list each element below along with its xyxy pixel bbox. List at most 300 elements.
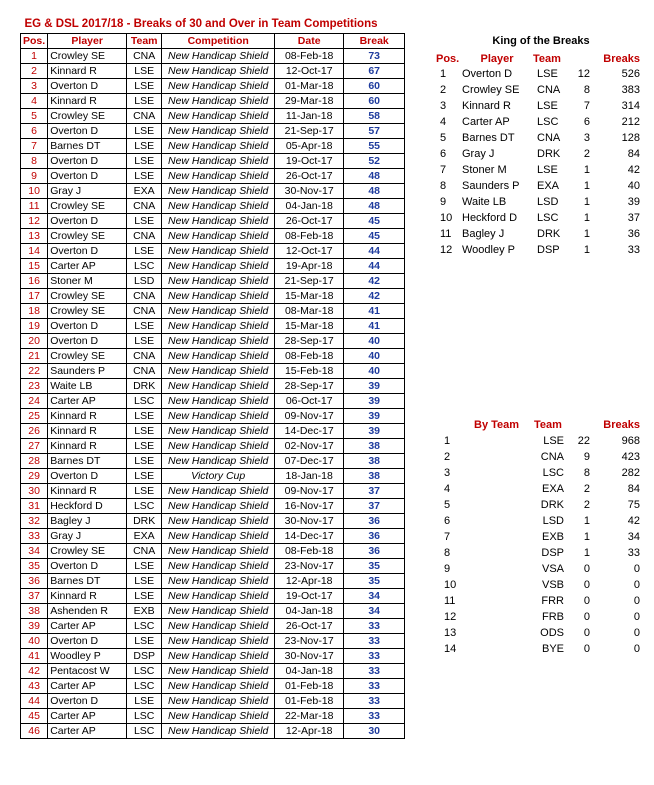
header-pos: Pos.: [21, 34, 48, 49]
table-row: [21, 199, 405, 214]
row-date: 15-Mar-18: [275, 289, 344, 304]
row-date: 30-Nov-17: [275, 514, 344, 529]
team-pos: 12: [444, 611, 457, 623]
row-player: Crowley SE: [48, 199, 127, 214]
row-team: LSE: [127, 484, 162, 499]
row-competition: New Handicap Shield: [162, 289, 275, 304]
team-count: 2: [583, 483, 590, 495]
king-team: LSE: [537, 100, 558, 112]
team-count: 0: [583, 579, 590, 591]
row-team: LSC: [127, 259, 162, 274]
row-pos: 13: [21, 229, 48, 244]
king-breaks: 40: [627, 180, 640, 192]
king-player: Heckford D: [462, 212, 518, 224]
row-pos: 12: [21, 214, 48, 229]
row-competition: New Handicap Shield: [162, 259, 275, 274]
header-competition: Competition: [162, 34, 275, 49]
king-breaks: 212: [621, 116, 640, 128]
king-breaks: 314: [621, 100, 640, 112]
row-break: 36: [344, 544, 405, 559]
row-pos: 1: [21, 49, 48, 64]
row-break: 39: [344, 394, 405, 409]
king-player: Carter AP: [462, 116, 510, 128]
king-count: 6: [583, 116, 590, 128]
row-player: Overton D: [48, 124, 127, 139]
row-date: 12-Apr-18: [275, 724, 344, 739]
row-date: 15-Feb-18: [275, 364, 344, 379]
row-pos: 20: [21, 334, 48, 349]
row-competition: New Handicap Shield: [162, 274, 275, 289]
row-break: 44: [344, 259, 405, 274]
row-date: 23-Nov-17: [275, 559, 344, 574]
row-competition: New Handicap Shield: [162, 649, 275, 664]
row-competition: New Handicap Shield: [162, 109, 275, 124]
row-competition: New Handicap Shield: [162, 514, 275, 529]
table-row: [21, 109, 405, 124]
row-competition: New Handicap Shield: [162, 64, 275, 79]
row-date: 23-Nov-17: [275, 634, 344, 649]
row-competition: New Handicap Shield: [162, 349, 275, 364]
king-header-player: Player: [480, 53, 514, 65]
king-pos: 5: [440, 132, 447, 144]
team-pos: 6: [444, 515, 451, 527]
king-pos: 12: [440, 244, 453, 256]
row-pos: 42: [21, 664, 48, 679]
row-pos: 38: [21, 604, 48, 619]
row-pos: 26: [21, 424, 48, 439]
row-pos: 37: [21, 589, 48, 604]
row-pos: 40: [21, 634, 48, 649]
row-team: CNA: [127, 289, 162, 304]
table-row: [21, 439, 405, 454]
king-breaks: 37: [627, 212, 640, 224]
king-count: 3: [583, 132, 590, 144]
row-player: Kinnard R: [48, 64, 127, 79]
row-team: LSE: [127, 154, 162, 169]
king-count: 1: [583, 180, 590, 192]
row-break: 48: [344, 169, 405, 184]
row-pos: 33: [21, 529, 48, 544]
row-pos: 39: [21, 619, 48, 634]
row-player: Carter AP: [48, 679, 127, 694]
team-count: 2: [583, 499, 590, 511]
row-competition: New Handicap Shield: [162, 229, 275, 244]
row-team: LSE: [127, 334, 162, 349]
row-break: 40: [344, 334, 405, 349]
king-header-team: Team: [533, 53, 561, 65]
row-team: LSE: [127, 319, 162, 334]
row-team: LSD: [127, 274, 162, 289]
row-player: Overton D: [48, 469, 127, 484]
row-break: 35: [344, 574, 405, 589]
row-team: LSE: [127, 634, 162, 649]
row-competition: New Handicap Shield: [162, 604, 275, 619]
row-date: 08-Feb-18: [275, 229, 344, 244]
king-team: CNA: [537, 84, 561, 96]
row-date: 04-Jan-18: [275, 199, 344, 214]
team-code: ODS: [540, 627, 564, 639]
row-player: Crowley SE: [48, 349, 127, 364]
row-player: Overton D: [48, 634, 127, 649]
row-competition: New Handicap Shield: [162, 49, 275, 64]
row-team: LSE: [127, 79, 162, 94]
row-date: 14-Dec-17: [275, 424, 344, 439]
row-team: DRK: [127, 379, 162, 394]
row-competition: New Handicap Shield: [162, 679, 275, 694]
king-pos: 7: [440, 164, 447, 176]
row-competition: New Handicap Shield: [162, 694, 275, 709]
king-team: EXA: [537, 180, 560, 192]
row-competition: New Handicap Shield: [162, 424, 275, 439]
table-row: [21, 514, 405, 529]
table-row: [21, 499, 405, 514]
row-break: 41: [344, 319, 405, 334]
king-count: 2: [583, 148, 590, 160]
row-break: 34: [344, 589, 405, 604]
row-date: 26-Oct-17: [275, 619, 344, 634]
table-row: [21, 334, 405, 349]
row-pos: 23: [21, 379, 48, 394]
team-pos: 5: [444, 499, 451, 511]
king-breaks: 383: [621, 84, 640, 96]
table-row: [21, 724, 405, 739]
row-team: LSE: [127, 694, 162, 709]
row-competition: New Handicap Shield: [162, 559, 275, 574]
row-break: 44: [344, 244, 405, 259]
team-breaks: 0: [633, 579, 640, 591]
king-player: Kinnard R: [462, 100, 511, 112]
king-breaks: 39: [627, 196, 640, 208]
row-date: 04-Jan-18: [275, 604, 344, 619]
king-player: Gray J: [462, 148, 495, 160]
table-row: [21, 604, 405, 619]
row-break: 33: [344, 649, 405, 664]
table-row: [21, 154, 405, 169]
team-code: EXB: [541, 531, 564, 543]
team-count: 22: [577, 435, 590, 447]
row-date: 12-Oct-17: [275, 244, 344, 259]
team-count: 1: [583, 531, 590, 543]
king-team: LSD: [537, 196, 559, 208]
team-pos: 10: [444, 579, 457, 591]
king-count: 12: [577, 68, 590, 80]
row-break: 52: [344, 154, 405, 169]
row-break: 36: [344, 529, 405, 544]
row-competition: New Handicap Shield: [162, 394, 275, 409]
row-date: 30-Nov-17: [275, 649, 344, 664]
row-competition: New Handicap Shield: [162, 169, 275, 184]
king-header-pos: Pos.: [436, 53, 460, 65]
team-breaks: 0: [633, 627, 640, 639]
row-team: CNA: [127, 109, 162, 124]
row-competition: New Handicap Shield: [162, 529, 275, 544]
row-team: LSE: [127, 424, 162, 439]
header-player: Player: [48, 34, 127, 49]
row-date: 16-Nov-17: [275, 499, 344, 514]
table-row: [21, 79, 405, 94]
king-count: 1: [583, 196, 590, 208]
row-competition: New Handicap Shield: [162, 334, 275, 349]
team-breaks: 423: [621, 451, 640, 463]
row-competition: New Handicap Shield: [162, 574, 275, 589]
row-pos: 21: [21, 349, 48, 364]
king-player: Bagley J: [462, 228, 505, 240]
table-row: [21, 274, 405, 289]
king-player: Stoner M: [462, 164, 507, 176]
row-player: Overton D: [48, 334, 127, 349]
row-date: 05-Apr-18: [275, 139, 344, 154]
row-pos: 16: [21, 274, 48, 289]
row-competition: New Handicap Shield: [162, 619, 275, 634]
row-break: 35: [344, 559, 405, 574]
row-break: 38: [344, 439, 405, 454]
table-row: [21, 124, 405, 139]
row-break: 41: [344, 304, 405, 319]
row-date: 30-Nov-17: [275, 184, 344, 199]
row-break: 48: [344, 184, 405, 199]
table-row: [21, 169, 405, 184]
team-pos: 2: [444, 451, 451, 463]
row-pos: 15: [21, 259, 48, 274]
row-competition: New Handicap Shield: [162, 499, 275, 514]
by-team-title: By Team: [474, 419, 520, 431]
row-date: 19-Oct-17: [275, 154, 344, 169]
team-pos: 14: [444, 643, 457, 655]
king-player: Barnes DT: [462, 132, 515, 144]
row-pos: 7: [21, 139, 48, 154]
king-pos: 6: [440, 148, 447, 160]
row-competition: New Handicap Shield: [162, 244, 275, 259]
row-team: LSE: [127, 94, 162, 109]
table-row: [21, 559, 405, 574]
row-date: 12-Apr-18: [275, 574, 344, 589]
row-competition: New Handicap Shield: [162, 319, 275, 334]
row-date: 01-Mar-18: [275, 79, 344, 94]
row-team: LSC: [127, 619, 162, 634]
row-break: 42: [344, 274, 405, 289]
row-player: Heckford D: [48, 499, 127, 514]
row-competition: New Handicap Shield: [162, 439, 275, 454]
row-date: 08-Feb-18: [275, 49, 344, 64]
row-player: Barnes DT: [48, 454, 127, 469]
row-player: Overton D: [48, 559, 127, 574]
king-team: DRK: [537, 228, 561, 240]
team-count: 9: [583, 451, 590, 463]
row-team: LSE: [127, 124, 162, 139]
row-pos: 10: [21, 184, 48, 199]
row-break: 48: [344, 199, 405, 214]
row-competition: New Handicap Shield: [162, 214, 275, 229]
row-competition: New Handicap Shield: [162, 364, 275, 379]
table-row: [21, 394, 405, 409]
king-team: LSC: [537, 116, 559, 128]
team-pos: 7: [444, 531, 451, 543]
row-pos: 46: [21, 724, 48, 739]
row-break: 40: [344, 349, 405, 364]
team-code: LSE: [543, 435, 564, 447]
table-row: [21, 664, 405, 679]
row-break: 39: [344, 379, 405, 394]
table-row: [21, 319, 405, 334]
king-pos: 1: [440, 68, 447, 80]
king-breaks: 84: [627, 148, 640, 160]
team-count: 1: [583, 547, 590, 559]
row-player: Bagley J: [48, 514, 127, 529]
king-team: LSC: [537, 212, 559, 224]
table-row: [21, 544, 405, 559]
row-date: 22-Mar-18: [275, 709, 344, 724]
king-breaks: 42: [627, 164, 640, 176]
header-date: Date: [275, 34, 344, 49]
team-pos: 9: [444, 563, 451, 575]
row-team: CNA: [127, 349, 162, 364]
row-player: Waite LB: [48, 379, 127, 394]
row-pos: 36: [21, 574, 48, 589]
row-break: 60: [344, 79, 405, 94]
table-row: [21, 214, 405, 229]
row-player: Ashenden R: [48, 604, 127, 619]
team-code: BYE: [541, 643, 564, 655]
team-breaks: 33: [627, 547, 640, 559]
row-team: CNA: [127, 544, 162, 559]
row-pos: 3: [21, 79, 48, 94]
row-team: CNA: [127, 199, 162, 214]
row-team: LSE: [127, 409, 162, 424]
row-team: LSC: [127, 679, 162, 694]
row-competition: New Handicap Shield: [162, 589, 275, 604]
row-player: Overton D: [48, 319, 127, 334]
row-team: LSE: [127, 439, 162, 454]
row-team: LSC: [127, 394, 162, 409]
row-team: DRK: [127, 514, 162, 529]
team-count: 0: [583, 611, 590, 623]
row-team: LSE: [127, 589, 162, 604]
king-count: 7: [583, 100, 590, 112]
row-competition: New Handicap Shield: [162, 184, 275, 199]
table-row: [21, 709, 405, 724]
row-team: LSE: [127, 64, 162, 79]
row-competition: New Handicap Shield: [162, 379, 275, 394]
row-pos: 27: [21, 439, 48, 454]
row-team: EXA: [127, 184, 162, 199]
row-pos: 44: [21, 694, 48, 709]
row-competition: Victory Cup: [162, 469, 275, 484]
row-pos: 31: [21, 499, 48, 514]
row-competition: New Handicap Shield: [162, 139, 275, 154]
row-player: Overton D: [48, 214, 127, 229]
row-pos: 11: [21, 199, 48, 214]
team-pos: 4: [444, 483, 451, 495]
row-date: 06-Oct-17: [275, 394, 344, 409]
row-competition: New Handicap Shield: [162, 544, 275, 559]
header-team: Team: [127, 34, 162, 49]
table-row: [21, 634, 405, 649]
row-player: Crowley SE: [48, 49, 127, 64]
row-date: 29-Mar-18: [275, 94, 344, 109]
row-player: Crowley SE: [48, 229, 127, 244]
row-pos: 14: [21, 244, 48, 259]
table-row: [21, 529, 405, 544]
row-break: 55: [344, 139, 405, 154]
row-pos: 43: [21, 679, 48, 694]
row-pos: 4: [21, 94, 48, 109]
row-pos: 25: [21, 409, 48, 424]
king-title: King of the Breaks: [492, 35, 590, 47]
row-break: 36: [344, 514, 405, 529]
king-breaks: 128: [621, 132, 640, 144]
row-competition: New Handicap Shield: [162, 94, 275, 109]
team-code: EXA: [541, 483, 564, 495]
team-count: 1: [583, 515, 590, 527]
row-team: LSE: [127, 559, 162, 574]
row-team: LSE: [127, 169, 162, 184]
row-pos: 19: [21, 319, 48, 334]
row-date: 21-Sep-17: [275, 274, 344, 289]
row-player: Kinnard R: [48, 484, 127, 499]
row-pos: 18: [21, 304, 48, 319]
row-team: LSE: [127, 469, 162, 484]
king-count: 1: [583, 164, 590, 176]
row-date: 02-Nov-17: [275, 439, 344, 454]
team-breaks: 84: [627, 483, 640, 495]
row-player: Carter AP: [48, 259, 127, 274]
row-team: LSC: [127, 499, 162, 514]
row-team: LSE: [127, 214, 162, 229]
row-break: 58: [344, 109, 405, 124]
table-row: [21, 364, 405, 379]
row-break: 45: [344, 214, 405, 229]
row-break: 37: [344, 499, 405, 514]
table-row: [21, 259, 405, 274]
team-code: FRB: [542, 611, 564, 623]
row-competition: New Handicap Shield: [162, 484, 275, 499]
table-row: [21, 289, 405, 304]
row-break: 39: [344, 424, 405, 439]
row-competition: New Handicap Shield: [162, 724, 275, 739]
row-break: 33: [344, 619, 405, 634]
king-pos: 2: [440, 84, 447, 96]
row-competition: New Handicap Shield: [162, 454, 275, 469]
king-player: Woodley P: [462, 244, 515, 256]
row-date: 04-Jan-18: [275, 664, 344, 679]
row-break: 57: [344, 124, 405, 139]
breaks-table: [20, 33, 405, 739]
row-break: 39: [344, 409, 405, 424]
row-pos: 30: [21, 484, 48, 499]
row-player: Kinnard R: [48, 589, 127, 604]
team-pos: 8: [444, 547, 451, 559]
row-player: Carter AP: [48, 619, 127, 634]
king-pos: 11: [440, 228, 452, 240]
row-team: DSP: [127, 649, 162, 664]
row-break: 38: [344, 454, 405, 469]
row-competition: New Handicap Shield: [162, 709, 275, 724]
king-breaks: 526: [621, 68, 640, 80]
row-pos: 41: [21, 649, 48, 664]
team-breaks: 0: [633, 611, 640, 623]
row-pos: 24: [21, 394, 48, 409]
row-player: Kinnard R: [48, 94, 127, 109]
team-breaks: 282: [621, 467, 640, 479]
row-break: 73: [344, 49, 405, 64]
table-row: [21, 694, 405, 709]
team-pos: 1: [444, 435, 451, 447]
row-break: 33: [344, 664, 405, 679]
king-pos: 9: [440, 196, 447, 208]
row-player: Overton D: [48, 154, 127, 169]
header-break: Break: [344, 34, 405, 49]
row-team: LSE: [127, 574, 162, 589]
